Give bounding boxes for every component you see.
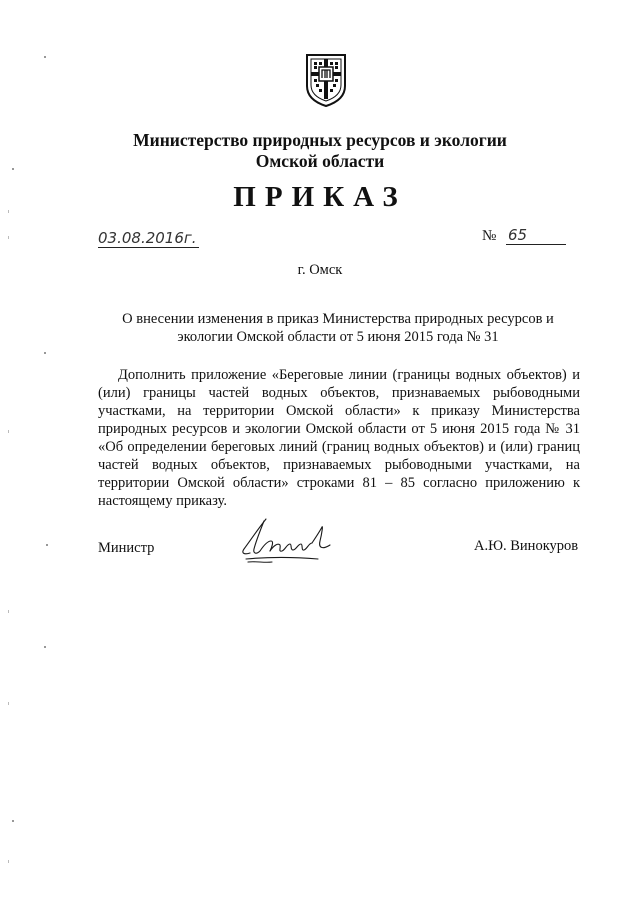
number-label: № [482, 228, 497, 244]
scan-speck [46, 544, 48, 546]
document-date: 03.08.2016г. [98, 229, 197, 247]
margin-mark [8, 210, 9, 213]
scan-speck [12, 168, 14, 170]
coat-of-arms-icon [304, 52, 348, 108]
scan-speck [44, 646, 46, 648]
margin-mark [8, 610, 9, 613]
signatory-title: Министр [98, 540, 155, 556]
organization-region: Омской области [255, 151, 385, 171]
scan-speck [44, 352, 46, 354]
organization-name: Министерство природных ресурсов и экологии [133, 130, 507, 150]
scan-speck [44, 56, 46, 58]
margin-mark [8, 702, 9, 705]
document-title: ПРИКАЗ [233, 181, 407, 213]
margin-mark [8, 236, 9, 239]
city: г. Омск [297, 262, 343, 278]
signature-icon [238, 515, 340, 571]
document-body: Дополнить приложение «Береговые линии (границы водных объектов) и (или) границы частей водных объектов, признаваемых рыбоводными участками, на территории Омской области» к приказу Министерства природных ресурсов и экологии Омской области от 5 июня 2015 года № 31 «Об определении береговых линий (границ водных объектов) и (или) границ частей водных объектов, признаваемых рыбоводными участками, на территории Омской области» строками 81 – 85 согласно приложению к настоящему приказу. [98, 367, 580, 509]
document-subject: О внесении изменения в приказ Министерства природных ресурсов и экологии Омской области от 5 июня 2015 года № 31 [122, 311, 554, 345]
margin-mark [8, 430, 9, 433]
document-number: 65 [506, 226, 566, 245]
margin-mark [8, 860, 9, 863]
scan-speck [12, 820, 14, 822]
signatory-name: А.Ю. Винокуров [474, 538, 579, 554]
